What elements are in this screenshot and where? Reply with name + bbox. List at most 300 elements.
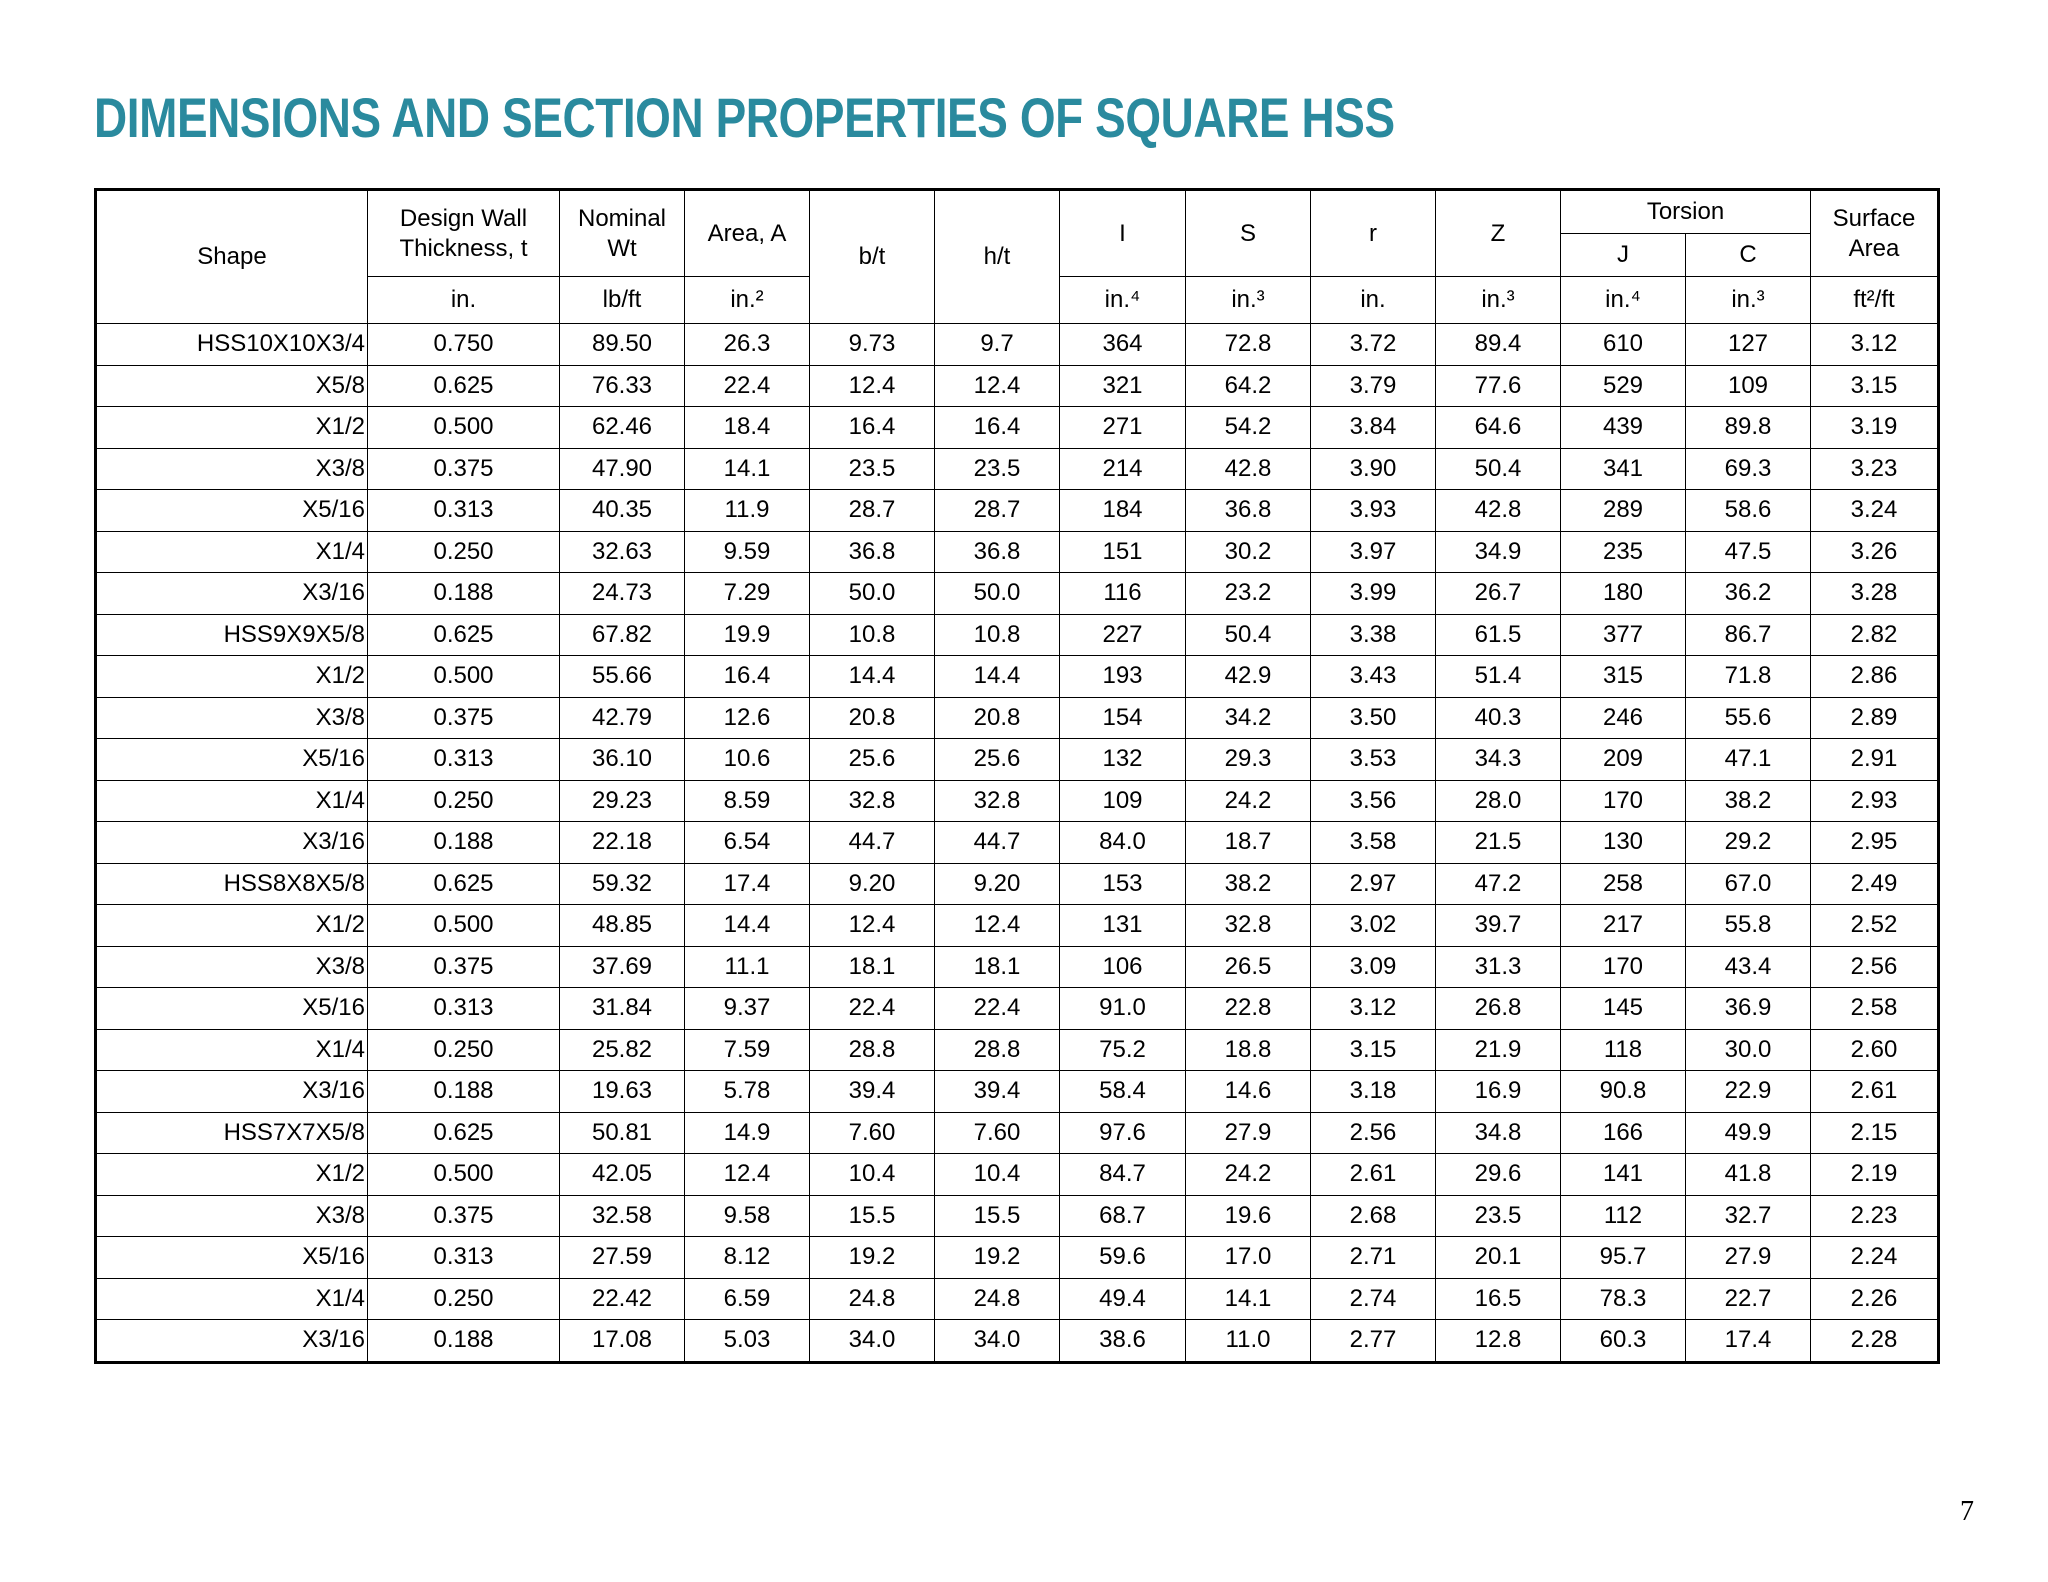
unit-thickness: in.: [368, 277, 560, 324]
table-row: [96, 1154, 1939, 1196]
cell-area: 5.78: [685, 1071, 810, 1113]
cell-Z: 23.5: [1436, 1195, 1561, 1237]
cell-Z: 26.8: [1436, 988, 1561, 1030]
header-ht: h/t: [935, 190, 1060, 324]
cell-J: 258: [1561, 863, 1686, 905]
cell-r: 3.72: [1311, 324, 1436, 366]
unit-surface: ft²/ft: [1811, 277, 1939, 324]
cell-area: 8.12: [685, 1237, 810, 1279]
cell-J: 439: [1561, 407, 1686, 449]
cell-C: 22.9: [1686, 1071, 1811, 1113]
cell-J: 610: [1561, 324, 1686, 366]
cell-bt: 19.2: [810, 1237, 935, 1279]
cell-shape: X5/16: [96, 490, 368, 532]
cell-Z: 34.3: [1436, 739, 1561, 781]
cell-Z: 34.9: [1436, 531, 1561, 573]
cell-S: 42.9: [1186, 656, 1311, 698]
cell-I: 97.6: [1060, 1112, 1186, 1154]
table-row: [96, 1195, 1939, 1237]
cell-C: 47.5: [1686, 531, 1811, 573]
cell-S: 27.9: [1186, 1112, 1311, 1154]
header-thickness: Design Wall Thickness, t: [368, 190, 560, 277]
cell-thickness: 0.500: [368, 905, 560, 947]
cell-thickness: 0.250: [368, 780, 560, 822]
cell-area: 5.03: [685, 1320, 810, 1363]
cell-weight: 89.50: [560, 324, 685, 366]
cell-ht: 14.4: [935, 656, 1060, 698]
header-torsion: Torsion: [1561, 190, 1811, 234]
table-row: [96, 407, 1939, 449]
cell-J: 95.7: [1561, 1237, 1686, 1279]
table-row: [96, 656, 1939, 698]
cell-ht: 12.4: [935, 905, 1060, 947]
cell-ht: 25.6: [935, 739, 1060, 781]
cell-I: 227: [1060, 614, 1186, 656]
cell-S: 34.2: [1186, 697, 1311, 739]
cell-shape: X1/2: [96, 407, 368, 449]
table-row: [96, 988, 1939, 1030]
cell-shape: X3/16: [96, 1071, 368, 1113]
cell-C: 36.2: [1686, 573, 1811, 615]
cell-r: 3.09: [1311, 946, 1436, 988]
cell-bt: 10.4: [810, 1154, 935, 1196]
header-bt: b/t: [810, 190, 935, 324]
cell-bt: 20.8: [810, 697, 935, 739]
cell-area: 26.3: [685, 324, 810, 366]
cell-weight: 25.82: [560, 1029, 685, 1071]
cell-Z: 64.6: [1436, 407, 1561, 449]
cell-C: 58.6: [1686, 490, 1811, 532]
cell-Z: 20.1: [1436, 1237, 1561, 1279]
cell-ht: 7.60: [935, 1112, 1060, 1154]
cell-J: 341: [1561, 448, 1686, 490]
cell-thickness: 0.375: [368, 946, 560, 988]
cell-bt: 50.0: [810, 573, 935, 615]
cell-area: 7.59: [685, 1029, 810, 1071]
cell-surface: 2.28: [1811, 1320, 1939, 1363]
cell-area: 6.59: [685, 1278, 810, 1320]
cell-r: 3.79: [1311, 365, 1436, 407]
cell-surface: 2.60: [1811, 1029, 1939, 1071]
cell-surface: 2.91: [1811, 739, 1939, 781]
cell-bt: 15.5: [810, 1195, 935, 1237]
cell-r: 2.97: [1311, 863, 1436, 905]
cell-S: 18.7: [1186, 822, 1311, 864]
table-row: [96, 324, 1939, 366]
unit-I: in.⁴: [1060, 277, 1186, 324]
cell-I: 193: [1060, 656, 1186, 698]
cell-ht: 36.8: [935, 531, 1060, 573]
cell-r: 3.97: [1311, 531, 1436, 573]
cell-weight: 37.69: [560, 946, 685, 988]
table-row: [96, 1278, 1939, 1320]
cell-thickness: 0.375: [368, 1195, 560, 1237]
cell-thickness: 0.188: [368, 1071, 560, 1113]
cell-weight: 67.82: [560, 614, 685, 656]
cell-weight: 22.42: [560, 1278, 685, 1320]
cell-I: 91.0: [1060, 988, 1186, 1030]
cell-bt: 34.0: [810, 1320, 935, 1363]
cell-S: 29.3: [1186, 739, 1311, 781]
cell-ht: 16.4: [935, 407, 1060, 449]
cell-bt: 36.8: [810, 531, 935, 573]
cell-shape: HSS10X10X3/4: [96, 324, 368, 366]
cell-I: 154: [1060, 697, 1186, 739]
cell-r: 3.90: [1311, 448, 1436, 490]
cell-J: 170: [1561, 946, 1686, 988]
cell-C: 55.8: [1686, 905, 1811, 947]
cell-ht: 32.8: [935, 780, 1060, 822]
cell-area: 14.9: [685, 1112, 810, 1154]
cell-J: 217: [1561, 905, 1686, 947]
cell-bt: 12.4: [810, 905, 935, 947]
cell-surface: 2.26: [1811, 1278, 1939, 1320]
cell-J: 166: [1561, 1112, 1686, 1154]
cell-surface: 3.26: [1811, 531, 1939, 573]
cell-shape: X3/16: [96, 573, 368, 615]
header-r: r: [1311, 190, 1436, 277]
cell-r: 3.15: [1311, 1029, 1436, 1071]
cell-Z: 16.9: [1436, 1071, 1561, 1113]
cell-r: 2.56: [1311, 1112, 1436, 1154]
cell-r: 3.02: [1311, 905, 1436, 947]
cell-ht: 15.5: [935, 1195, 1060, 1237]
cell-surface: 3.23: [1811, 448, 1939, 490]
cell-I: 116: [1060, 573, 1186, 615]
cell-C: 17.4: [1686, 1320, 1811, 1363]
cell-C: 22.7: [1686, 1278, 1811, 1320]
cell-weight: 32.58: [560, 1195, 685, 1237]
cell-Z: 31.3: [1436, 946, 1561, 988]
cell-weight: 31.84: [560, 988, 685, 1030]
cell-I: 84.7: [1060, 1154, 1186, 1196]
cell-surface: 2.49: [1811, 863, 1939, 905]
cell-bt: 44.7: [810, 822, 935, 864]
cell-Z: 16.5: [1436, 1278, 1561, 1320]
cell-shape: X3/8: [96, 697, 368, 739]
cell-weight: 62.46: [560, 407, 685, 449]
cell-weight: 42.79: [560, 697, 685, 739]
cell-I: 321: [1060, 365, 1186, 407]
cell-ht: 10.8: [935, 614, 1060, 656]
cell-S: 26.5: [1186, 946, 1311, 988]
cell-area: 12.6: [685, 697, 810, 739]
cell-Z: 26.7: [1436, 573, 1561, 615]
cell-ht: 19.2: [935, 1237, 1060, 1279]
cell-bt: 16.4: [810, 407, 935, 449]
cell-r: 3.43: [1311, 656, 1436, 698]
cell-ht: 20.8: [935, 697, 1060, 739]
cell-S: 23.2: [1186, 573, 1311, 615]
table-row: [96, 614, 1939, 656]
cell-C: 69.3: [1686, 448, 1811, 490]
cell-I: 271: [1060, 407, 1186, 449]
cell-shape: HSS7X7X5/8: [96, 1112, 368, 1154]
cell-surface: 2.56: [1811, 946, 1939, 988]
header-surface-area: Surface Area: [1811, 190, 1939, 277]
cell-S: 42.8: [1186, 448, 1311, 490]
cell-bt: 9.20: [810, 863, 935, 905]
header-nominal-weight: Nominal Wt: [560, 190, 685, 277]
cell-ht: 24.8: [935, 1278, 1060, 1320]
cell-weight: 76.33: [560, 365, 685, 407]
cell-C: 43.4: [1686, 946, 1811, 988]
header-J: J: [1561, 234, 1686, 277]
cell-ht: 34.0: [935, 1320, 1060, 1363]
cell-S: 14.1: [1186, 1278, 1311, 1320]
cell-weight: 27.59: [560, 1237, 685, 1279]
cell-weight: 47.90: [560, 448, 685, 490]
cell-I: 68.7: [1060, 1195, 1186, 1237]
cell-thickness: 0.625: [368, 1112, 560, 1154]
cell-C: 71.8: [1686, 656, 1811, 698]
cell-thickness: 0.313: [368, 490, 560, 532]
cell-shape: X1/2: [96, 1154, 368, 1196]
cell-r: 3.56: [1311, 780, 1436, 822]
cell-C: 89.8: [1686, 407, 1811, 449]
cell-weight: 29.23: [560, 780, 685, 822]
cell-Z: 12.8: [1436, 1320, 1561, 1363]
header-C: C: [1686, 234, 1811, 277]
cell-thickness: 0.188: [368, 822, 560, 864]
cell-ht: 10.4: [935, 1154, 1060, 1196]
cell-Z: 39.7: [1436, 905, 1561, 947]
cell-area: 6.54: [685, 822, 810, 864]
header-area: Area, A: [685, 190, 810, 277]
cell-area: 11.1: [685, 946, 810, 988]
cell-r: 3.58: [1311, 822, 1436, 864]
cell-surface: 2.15: [1811, 1112, 1939, 1154]
cell-C: 55.6: [1686, 697, 1811, 739]
cell-thickness: 0.313: [368, 1237, 560, 1279]
cell-C: 38.2: [1686, 780, 1811, 822]
cell-thickness: 0.625: [368, 863, 560, 905]
cell-surface: 2.86: [1811, 656, 1939, 698]
cell-Z: 89.4: [1436, 324, 1561, 366]
cell-thickness: 0.313: [368, 739, 560, 781]
cell-r: 3.93: [1311, 490, 1436, 532]
cell-C: 127: [1686, 324, 1811, 366]
unit-area: in.²: [685, 277, 810, 324]
cell-bt: 24.8: [810, 1278, 935, 1320]
cell-thickness: 0.625: [368, 365, 560, 407]
cell-r: 3.18: [1311, 1071, 1436, 1113]
cell-J: 141: [1561, 1154, 1686, 1196]
cell-J: 377: [1561, 614, 1686, 656]
cell-shape: X3/16: [96, 822, 368, 864]
unit-weight: lb/ft: [560, 277, 685, 324]
cell-S: 30.2: [1186, 531, 1311, 573]
cell-shape: X3/8: [96, 448, 368, 490]
cell-S: 36.8: [1186, 490, 1311, 532]
cell-surface: 2.58: [1811, 988, 1939, 1030]
cell-bt: 28.7: [810, 490, 935, 532]
cell-bt: 9.73: [810, 324, 935, 366]
table-row: [96, 946, 1939, 988]
table-row: [96, 905, 1939, 947]
cell-J: 315: [1561, 656, 1686, 698]
table-row: [96, 531, 1939, 573]
cell-ht: 22.4: [935, 988, 1060, 1030]
cell-C: 49.9: [1686, 1112, 1811, 1154]
cell-area: 11.9: [685, 490, 810, 532]
cell-I: 132: [1060, 739, 1186, 781]
cell-I: 364: [1060, 324, 1186, 366]
cell-shape: X1/4: [96, 1278, 368, 1320]
cell-weight: 50.81: [560, 1112, 685, 1154]
cell-area: 8.59: [685, 780, 810, 822]
cell-r: 2.68: [1311, 1195, 1436, 1237]
cell-Z: 42.8: [1436, 490, 1561, 532]
cell-J: 78.3: [1561, 1278, 1686, 1320]
cell-area: 14.1: [685, 448, 810, 490]
table-row: [96, 1029, 1939, 1071]
cell-shape: X5/16: [96, 988, 368, 1030]
cell-shape: HSS8X8X5/8: [96, 863, 368, 905]
cell-shape: X5/8: [96, 365, 368, 407]
cell-I: 59.6: [1060, 1237, 1186, 1279]
cell-Z: 77.6: [1436, 365, 1561, 407]
cell-thickness: 0.188: [368, 573, 560, 615]
cell-J: 529: [1561, 365, 1686, 407]
cell-thickness: 0.750: [368, 324, 560, 366]
cell-weight: 24.73: [560, 573, 685, 615]
cell-thickness: 0.500: [368, 1154, 560, 1196]
cell-thickness: 0.250: [368, 1029, 560, 1071]
cell-area: 14.4: [685, 905, 810, 947]
cell-surface: 3.28: [1811, 573, 1939, 615]
cell-r: 2.77: [1311, 1320, 1436, 1363]
cell-J: 60.3: [1561, 1320, 1686, 1363]
cell-S: 54.2: [1186, 407, 1311, 449]
cell-area: 18.4: [685, 407, 810, 449]
table-row: [96, 1320, 1939, 1363]
cell-I: 184: [1060, 490, 1186, 532]
table-row: [96, 448, 1939, 490]
cell-r: 3.38: [1311, 614, 1436, 656]
cell-surface: 2.93: [1811, 780, 1939, 822]
cell-shape: X3/8: [96, 946, 368, 988]
cell-Z: 61.5: [1436, 614, 1561, 656]
cell-shape: X5/16: [96, 739, 368, 781]
cell-J: 118: [1561, 1029, 1686, 1071]
cell-area: 9.37: [685, 988, 810, 1030]
unit-C: in.³: [1686, 277, 1811, 324]
cell-weight: 42.05: [560, 1154, 685, 1196]
cell-shape: X3/8: [96, 1195, 368, 1237]
cell-r: 2.74: [1311, 1278, 1436, 1320]
cell-S: 38.2: [1186, 863, 1311, 905]
cell-weight: 48.85: [560, 905, 685, 947]
cell-C: 27.9: [1686, 1237, 1811, 1279]
cell-J: 235: [1561, 531, 1686, 573]
cell-thickness: 0.188: [368, 1320, 560, 1363]
cell-thickness: 0.625: [368, 614, 560, 656]
cell-weight: 59.32: [560, 863, 685, 905]
table-row: [96, 1071, 1939, 1113]
cell-I: 153: [1060, 863, 1186, 905]
cell-Z: 21.5: [1436, 822, 1561, 864]
cell-shape: X5/16: [96, 1237, 368, 1279]
cell-ht: 12.4: [935, 365, 1060, 407]
cell-I: 214: [1060, 448, 1186, 490]
cell-J: 246: [1561, 697, 1686, 739]
cell-weight: 36.10: [560, 739, 685, 781]
cell-surface: 2.23: [1811, 1195, 1939, 1237]
page-title: DIMENSIONS AND SECTION PROPERTIES OF SQUARE HSS: [94, 86, 1395, 149]
cell-area: 17.4: [685, 863, 810, 905]
table-body: [96, 324, 1939, 1363]
cell-ht: 18.1: [935, 946, 1060, 988]
cell-S: 24.2: [1186, 780, 1311, 822]
cell-area: 12.4: [685, 1154, 810, 1196]
cell-thickness: 0.375: [368, 448, 560, 490]
cell-r: 3.99: [1311, 573, 1436, 615]
cell-I: 106: [1060, 946, 1186, 988]
cell-J: 180: [1561, 573, 1686, 615]
cell-C: 36.9: [1686, 988, 1811, 1030]
table-row: [96, 573, 1939, 615]
cell-bt: 14.4: [810, 656, 935, 698]
cell-weight: 32.63: [560, 531, 685, 573]
cell-thickness: 0.250: [368, 531, 560, 573]
cell-S: 17.0: [1186, 1237, 1311, 1279]
cell-bt: 25.6: [810, 739, 935, 781]
cell-surface: 2.52: [1811, 905, 1939, 947]
cell-weight: 19.63: [560, 1071, 685, 1113]
cell-shape: X3/16: [96, 1320, 368, 1363]
cell-bt: 23.5: [810, 448, 935, 490]
cell-S: 64.2: [1186, 365, 1311, 407]
cell-shape: X1/2: [96, 905, 368, 947]
cell-Z: 29.6: [1436, 1154, 1561, 1196]
cell-I: 38.6: [1060, 1320, 1186, 1363]
unit-r: in.: [1311, 277, 1436, 324]
cell-ht: 28.7: [935, 490, 1060, 532]
cell-C: 67.0: [1686, 863, 1811, 905]
cell-S: 24.2: [1186, 1154, 1311, 1196]
cell-ht: 23.5: [935, 448, 1060, 490]
cell-S: 11.0: [1186, 1320, 1311, 1363]
cell-ht: 39.4: [935, 1071, 1060, 1113]
cell-area: 7.29: [685, 573, 810, 615]
cell-weight: 22.18: [560, 822, 685, 864]
table-row: [96, 863, 1939, 905]
cell-Z: 28.0: [1436, 780, 1561, 822]
cell-surface: 2.89: [1811, 697, 1939, 739]
cell-S: 32.8: [1186, 905, 1311, 947]
cell-J: 130: [1561, 822, 1686, 864]
table-row: [96, 490, 1939, 532]
cell-Z: 34.8: [1436, 1112, 1561, 1154]
cell-S: 22.8: [1186, 988, 1311, 1030]
cell-r: 3.84: [1311, 407, 1436, 449]
cell-Z: 50.4: [1436, 448, 1561, 490]
table-header: [96, 190, 1939, 324]
table-row: [96, 365, 1939, 407]
cell-S: 14.6: [1186, 1071, 1311, 1113]
cell-I: 84.0: [1060, 822, 1186, 864]
cell-surface: 2.19: [1811, 1154, 1939, 1196]
cell-C: 32.7: [1686, 1195, 1811, 1237]
cell-surface: 2.24: [1811, 1237, 1939, 1279]
cell-S: 72.8: [1186, 324, 1311, 366]
cell-ht: 9.7: [935, 324, 1060, 366]
cell-J: 209: [1561, 739, 1686, 781]
cell-C: 47.1: [1686, 739, 1811, 781]
cell-S: 19.6: [1186, 1195, 1311, 1237]
table-row: [96, 739, 1939, 781]
